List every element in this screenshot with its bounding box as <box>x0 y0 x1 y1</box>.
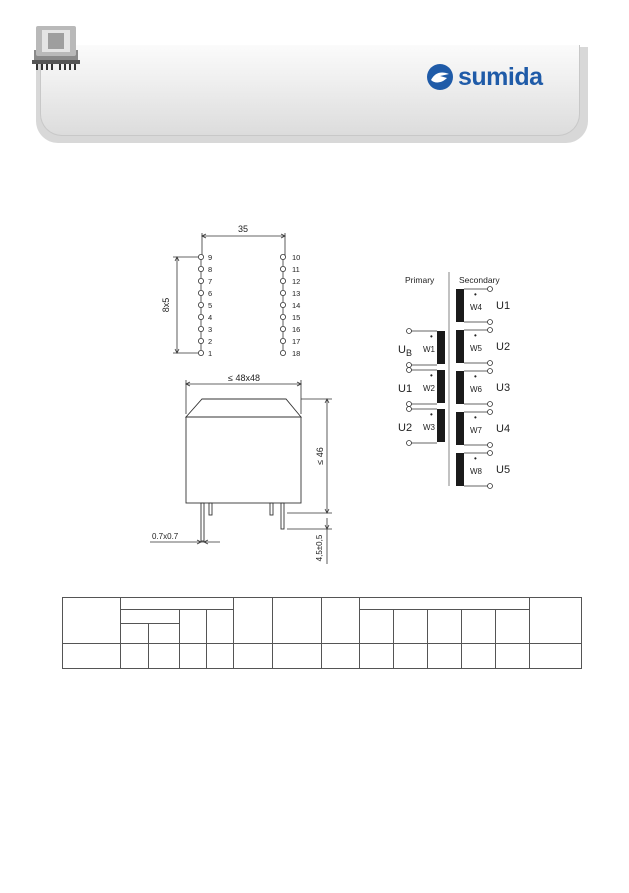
secondary-windings <box>456 287 510 489</box>
pin-marker <box>280 254 285 259</box>
pin-number: 18 <box>292 349 301 358</box>
pin-number: 3 <box>208 325 213 334</box>
core-bar <box>437 370 445 403</box>
pin-pitch-label: 8x5 <box>161 297 171 313</box>
polarity-dot: • <box>474 290 477 299</box>
winding-name: W5 <box>470 344 482 353</box>
spec-table <box>62 597 582 669</box>
table-cell <box>462 610 496 644</box>
terminal <box>488 328 493 333</box>
terminal <box>488 369 493 374</box>
secondary-voltage-label: U3 <box>496 382 511 394</box>
primary-voltage-label: U2 <box>398 422 413 434</box>
pin-number: 4 <box>208 313 213 322</box>
winding-name: W1 <box>423 345 435 354</box>
pin-marker <box>198 338 203 343</box>
pin-marker <box>280 314 285 319</box>
secondary-voltage-label: U2 <box>496 341 511 353</box>
table-cell <box>273 598 322 644</box>
core-bar <box>456 330 464 363</box>
pin-marker <box>198 278 203 283</box>
secondary-voltage-label: U1 <box>496 300 511 312</box>
right-pin-column <box>280 253 300 358</box>
left-pin-column <box>198 253 212 358</box>
height-label: ≤ 46 <box>315 447 325 465</box>
pin-number: 7 <box>208 277 213 286</box>
table-cell <box>180 610 207 644</box>
pin-marker <box>198 254 203 259</box>
table-cell <box>462 644 496 669</box>
pin-number: 14 <box>292 301 301 310</box>
pin-marker <box>280 350 285 355</box>
table-cell <box>273 644 322 669</box>
polarity-dot: • <box>430 332 433 341</box>
primary-voltage-label: U1 <box>398 383 413 395</box>
table-cell <box>180 644 207 669</box>
winding-name: W6 <box>470 385 482 394</box>
table-cell <box>149 644 180 669</box>
table-cell <box>207 644 234 669</box>
pin-marker <box>280 338 285 343</box>
pin-number: 15 <box>292 313 301 322</box>
pin-length-label: 4,5±0,5 <box>315 534 324 562</box>
primary-windings <box>398 329 445 446</box>
core-bar <box>437 409 445 442</box>
polarity-dot: • <box>474 331 477 340</box>
pin-marker <box>198 290 203 295</box>
pin-marker <box>280 278 285 283</box>
table-cell <box>394 644 428 669</box>
table-cell <box>360 610 394 644</box>
table-cell <box>530 598 582 644</box>
table-cell <box>530 644 582 669</box>
primary-voltage-label: $U_B$ <box>398 344 412 358</box>
pin-marker <box>280 302 285 307</box>
pin-number: 16 <box>292 325 301 334</box>
winding-name: W8 <box>470 467 482 476</box>
pin-number: 6 <box>208 289 213 298</box>
table-cell <box>234 598 273 644</box>
table-cell <box>121 644 149 669</box>
transformer-body-outline <box>186 399 301 541</box>
pin-number: 9 <box>208 253 213 262</box>
pin-number: 5 <box>208 301 213 310</box>
polarity-dot: • <box>430 371 433 380</box>
pin-marker <box>198 266 203 271</box>
winding-name: W2 <box>423 384 435 393</box>
table-cell <box>322 598 360 644</box>
winding-name: W4 <box>470 303 482 312</box>
pin-number: 12 <box>292 277 301 286</box>
table-cell <box>322 644 360 669</box>
pin-number: 1 <box>208 349 213 358</box>
sumida-logo-text: sumida <box>458 62 543 91</box>
terminal <box>407 441 412 446</box>
pin-marker <box>198 350 203 355</box>
table-cell <box>360 644 394 669</box>
table-cell <box>149 624 180 644</box>
pin-spacing-label: 35 <box>237 224 249 234</box>
core-bar <box>456 453 464 486</box>
polarity-dot: • <box>474 454 477 463</box>
pin-marker <box>198 302 203 307</box>
table-cell <box>121 624 149 644</box>
pin-number: 8 <box>208 265 213 274</box>
pin-marker <box>280 290 285 295</box>
pin-number: 2 <box>208 337 213 346</box>
core-bar <box>456 371 464 404</box>
body-size-label: ≤ 48x48 <box>228 373 260 383</box>
table-cell <box>121 610 180 624</box>
terminal <box>488 443 493 448</box>
secondary-voltage-label: U5 <box>496 464 511 476</box>
terminal <box>407 402 412 407</box>
terminal <box>488 451 493 456</box>
terminal <box>407 407 412 412</box>
table-cell <box>496 644 530 669</box>
terminal <box>488 361 493 366</box>
terminal <box>488 320 493 325</box>
winding-name: W7 <box>470 426 482 435</box>
terminal <box>488 484 493 489</box>
pin-marker <box>280 326 285 331</box>
core-bar <box>456 412 464 445</box>
terminal <box>488 402 493 407</box>
terminal <box>488 410 493 415</box>
terminal <box>407 329 412 334</box>
polarity-dot: • <box>474 413 477 422</box>
pin-size-label: 0.7x0.7 <box>152 532 179 541</box>
terminal <box>407 368 412 373</box>
terminal <box>407 363 412 368</box>
secondary-label: Secondary <box>459 275 500 285</box>
polarity-dot: • <box>430 410 433 419</box>
pin-number: 13 <box>292 289 301 298</box>
table-cell <box>360 598 530 610</box>
core-bar <box>456 289 464 322</box>
secondary-voltage-label: U4 <box>496 423 511 435</box>
pin-marker <box>198 314 203 319</box>
polarity-dot: • <box>474 372 477 381</box>
terminal <box>488 287 493 292</box>
table-cell <box>121 598 234 610</box>
table-cell <box>234 644 273 669</box>
table-cell <box>496 610 530 644</box>
table-cell <box>63 644 121 669</box>
pin-number: 10 <box>292 253 301 262</box>
pin-number: 17 <box>292 337 301 346</box>
table-cell <box>394 610 428 644</box>
pin-marker <box>280 266 285 271</box>
pin-number: 11 <box>292 265 300 274</box>
primary-label: Primary <box>405 275 435 285</box>
table-cell <box>63 598 121 644</box>
table-cell <box>428 644 462 669</box>
table-cell <box>207 610 234 644</box>
pin-marker <box>198 326 203 331</box>
core-bar <box>437 331 445 364</box>
table-cell <box>428 610 462 644</box>
winding-name: W3 <box>423 423 435 432</box>
